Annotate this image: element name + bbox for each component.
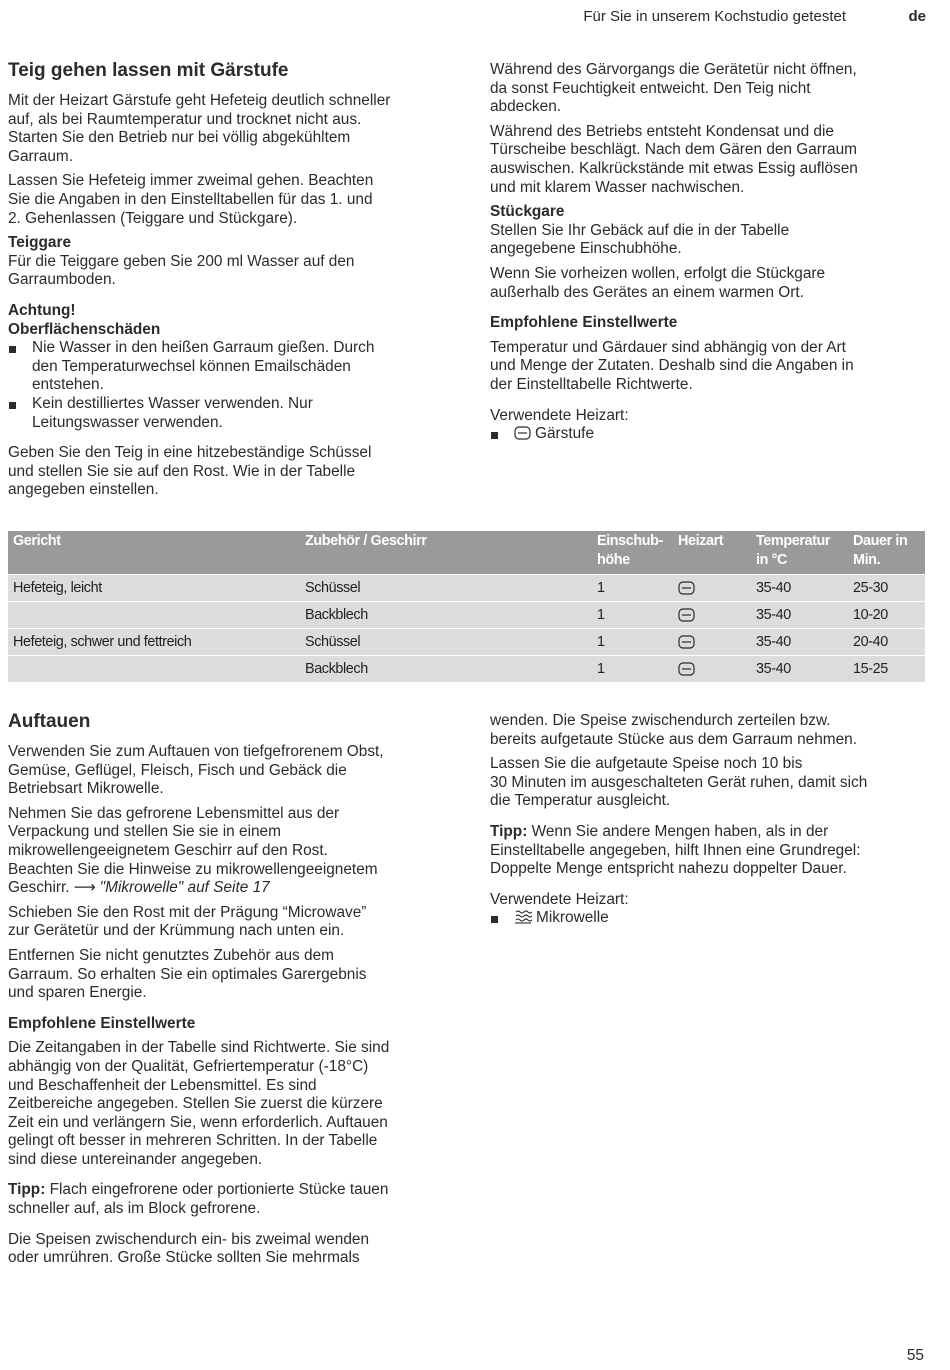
list-item: Gärstufe [490, 425, 928, 444]
section-defrost-right [490, 712, 928, 928]
paragraph: Während des Gärvorgangs die Gerätetür nicht öffnen, da sonst Feuchtigkeit entweicht. Den Teig nicht abdecken. [490, 61, 857, 116]
list-item: Mikrowelle [490, 909, 928, 928]
paragraph: Für die Teiggare geben Sie 200 ml Wasser auf den Garraumboden. [8, 252, 355, 289]
col-header-dauer: Dauer in Min. [853, 533, 908, 568]
subheading-empfohlene-einstellwerte: Empfohlene Einstellwerte [8, 1014, 196, 1032]
bullet-square-icon [9, 346, 16, 353]
bullet-square-icon [491, 432, 498, 439]
col-header-zubehoer: Zubehör / Geschirr [305, 533, 427, 549]
proofing-icon [678, 581, 695, 601]
section-proofing-left [8, 60, 448, 500]
proofing-icon [678, 635, 695, 655]
paragraph: Wenn Sie vorheizen wollen, erfolgt die Stückgare außerhalb des Gerätes an einem warmen Ort. [490, 264, 826, 301]
table-header [8, 531, 925, 574]
col-header-einschub: Einschub- höhe [597, 533, 663, 568]
tip-label: Tipp: [8, 1181, 46, 1199]
subheading-stueckgare: Stückgare [490, 203, 565, 221]
tip-label: Tipp: [490, 822, 528, 840]
language-code: de [908, 8, 926, 25]
proofing-icon [678, 608, 695, 628]
paragraph: Schieben Sie den Rost mit der Prägung “Microwave” zur Gerätetür und der Krümmung nach unten ein. [8, 903, 367, 940]
table-row: Backblech 1 35-40 10-20 [8, 601, 925, 628]
table-row: Hefeteig, schwer und fettreich Schüssel 1 35-40 20-40 [8, 628, 925, 655]
paragraph: Entfernen Sie nicht genutztes Zubehör aus dem Garraum. So erhalten Sie ein optimales Garergebnis und sparen Energie. [8, 946, 367, 1002]
header-title: Für Sie in unserem Kochstudio getestet [583, 8, 846, 25]
heizart-label: Verwendete Heizart: [490, 890, 629, 908]
warning-title: Achtung! [8, 301, 76, 319]
paragraph: Lassen Sie Hefeteig immer zweimal gehen. Beachten Sie die Angaben in den Einstelltabellen für das 1. und 2. Gehenlassen (Teiggare und Stückgare). [8, 172, 374, 227]
page-number: 55 [906, 1347, 924, 1364]
paragraph: Mit der Heizart Gärstufe geht Hefeteig deutlich schneller auf, als bei Raumtemperatur und trocknet nicht aus. Starten Sie den Betrieb nur bei völlig abgekühltem Garraum. [8, 92, 391, 165]
proofing-icon [514, 426, 531, 440]
col-header-temperatur: Temperatur in °C [756, 533, 831, 568]
bullet-square-icon [9, 402, 16, 409]
tip-paragraph: Tipp: Wenn Sie andere Mengen haben, als in der Einstelltabelle angegeben, hilft Ihnen eine Grundregel: Doppelte Menge entspricht nahezu doppelter Dauer. [490, 822, 861, 878]
subheading-teiggare: Teiggare [8, 234, 72, 252]
heizart-label: Verwendete Heizart: [490, 406, 629, 424]
col-header-heizart: Heizart [678, 533, 724, 549]
tip-paragraph: Tipp: Flach eingefrorene oder portionierte Stücke tauen schneller auf, als im Block gefrorene. [8, 1181, 389, 1218]
section-title-proofing: Teig gehen lassen mit Gärstufe [8, 60, 289, 81]
paragraph: wenden. Die Speise zwischendurch zerteilen bzw. bereits aufgetaute Stücke aus dem Garraum nehmen. [490, 712, 858, 748]
proofing-icon [678, 662, 695, 682]
paragraph: Verwenden Sie zum Auftauen von tiefgefrorenem Obst, Gemüse, Geflügel, Fleisch, Fisch und Gebäck die Betriebsart Mikrowelle. [8, 743, 384, 798]
paragraph: Lassen Sie die aufgetaute Speise noch 10 bis 30 Minuten im ausgeschalteten Gerät ruhen, damit sich die Temperatur ausgleicht. [490, 755, 868, 810]
col-header-gericht: Gericht [13, 533, 61, 549]
table-row: Hefeteig, leicht Schüssel 1 35-40 25-30 [8, 574, 925, 601]
arrow-right-icon: ⟶ [73, 879, 96, 897]
paragraph: Stellen Sie Ihr Gebäck auf die in der Tabelle angegebene Einschubhöhe. [490, 221, 790, 258]
table-row: Backblech 1 35-40 15-25 [8, 655, 925, 682]
paragraph: Die Speisen zwischendurch ein- bis zweimal wenden oder umrühren. Große Stücke sollten Sie mehrmals [8, 1230, 370, 1267]
paragraph: Geben Sie den Teig in eine hitzebeständige Schüssel und stellen Sie sie auf den Rost. Wie in der Tabelle angegeben einstellen. [8, 444, 372, 499]
paragraph: Die Zeitangaben in der Tabelle sind Richtwerte. Sie sind abhängig von der Qualität, Gefriertemperatur (-18°C) und Beschaffenheit der Lebensmittel. Es sind Zeitbereiche angegeben. Stellen Sie zuerst die kürzere Zeit ein und verlängern Sie, wenn erforderlich. Auftauen gelingt oft besser in mehreren Schritten. In der Tabelle sind diese untereinander angegeben. [8, 1039, 390, 1168]
section-defrost-left [8, 711, 448, 1268]
paragraph: Nehmen Sie das gefrorene Lebensmittel aus der Verpackung und stellen Sie sie in einem mikrowellengeeignetem Geschirr auf den Rost. Beachten Sie die Hinweise zu mikrowellengeeignetem Geschirr. ⟶ "Mikrowelle" auf Seite 17 [8, 804, 378, 897]
section-proofing-right [490, 61, 928, 444]
list-item: Nie Wasser in den heißen Garraum gießen. Durch den Temperaturwechsel können Emailschäden entstehen. [8, 339, 448, 395]
subheading-empfohlene-einstellwerte: Empfohlene Einstellwerte [490, 314, 678, 332]
section-title-auftauen: Auftauen [8, 711, 91, 732]
settings-table [8, 531, 925, 682]
list-item: Kein destilliertes Wasser verwenden. Nur Leitungswasser verwenden. [8, 395, 448, 432]
page-header [0, 8, 926, 28]
bullet-square-icon [491, 916, 498, 923]
page-reference-link[interactable]: "Mikrowelle" auf Seite 17 [99, 879, 270, 897]
microwave-icon [514, 910, 532, 924]
warning-subtitle: Oberflächenschäden [8, 320, 161, 338]
paragraph: Temperatur und Gärdauer sind abhängig von der Art und Menge der Zutaten. Deshalb sind die Angaben in der Einstelltabelle Richtwerte. [490, 338, 854, 393]
paragraph: Während des Betriebs entsteht Kondensat und die Türscheibe beschlägt. Nach dem Gären den Garraum auswischen. Kalkrückstände mit etwas Essig auflösen und mit klarem Wasser nachwischen. [490, 122, 858, 196]
